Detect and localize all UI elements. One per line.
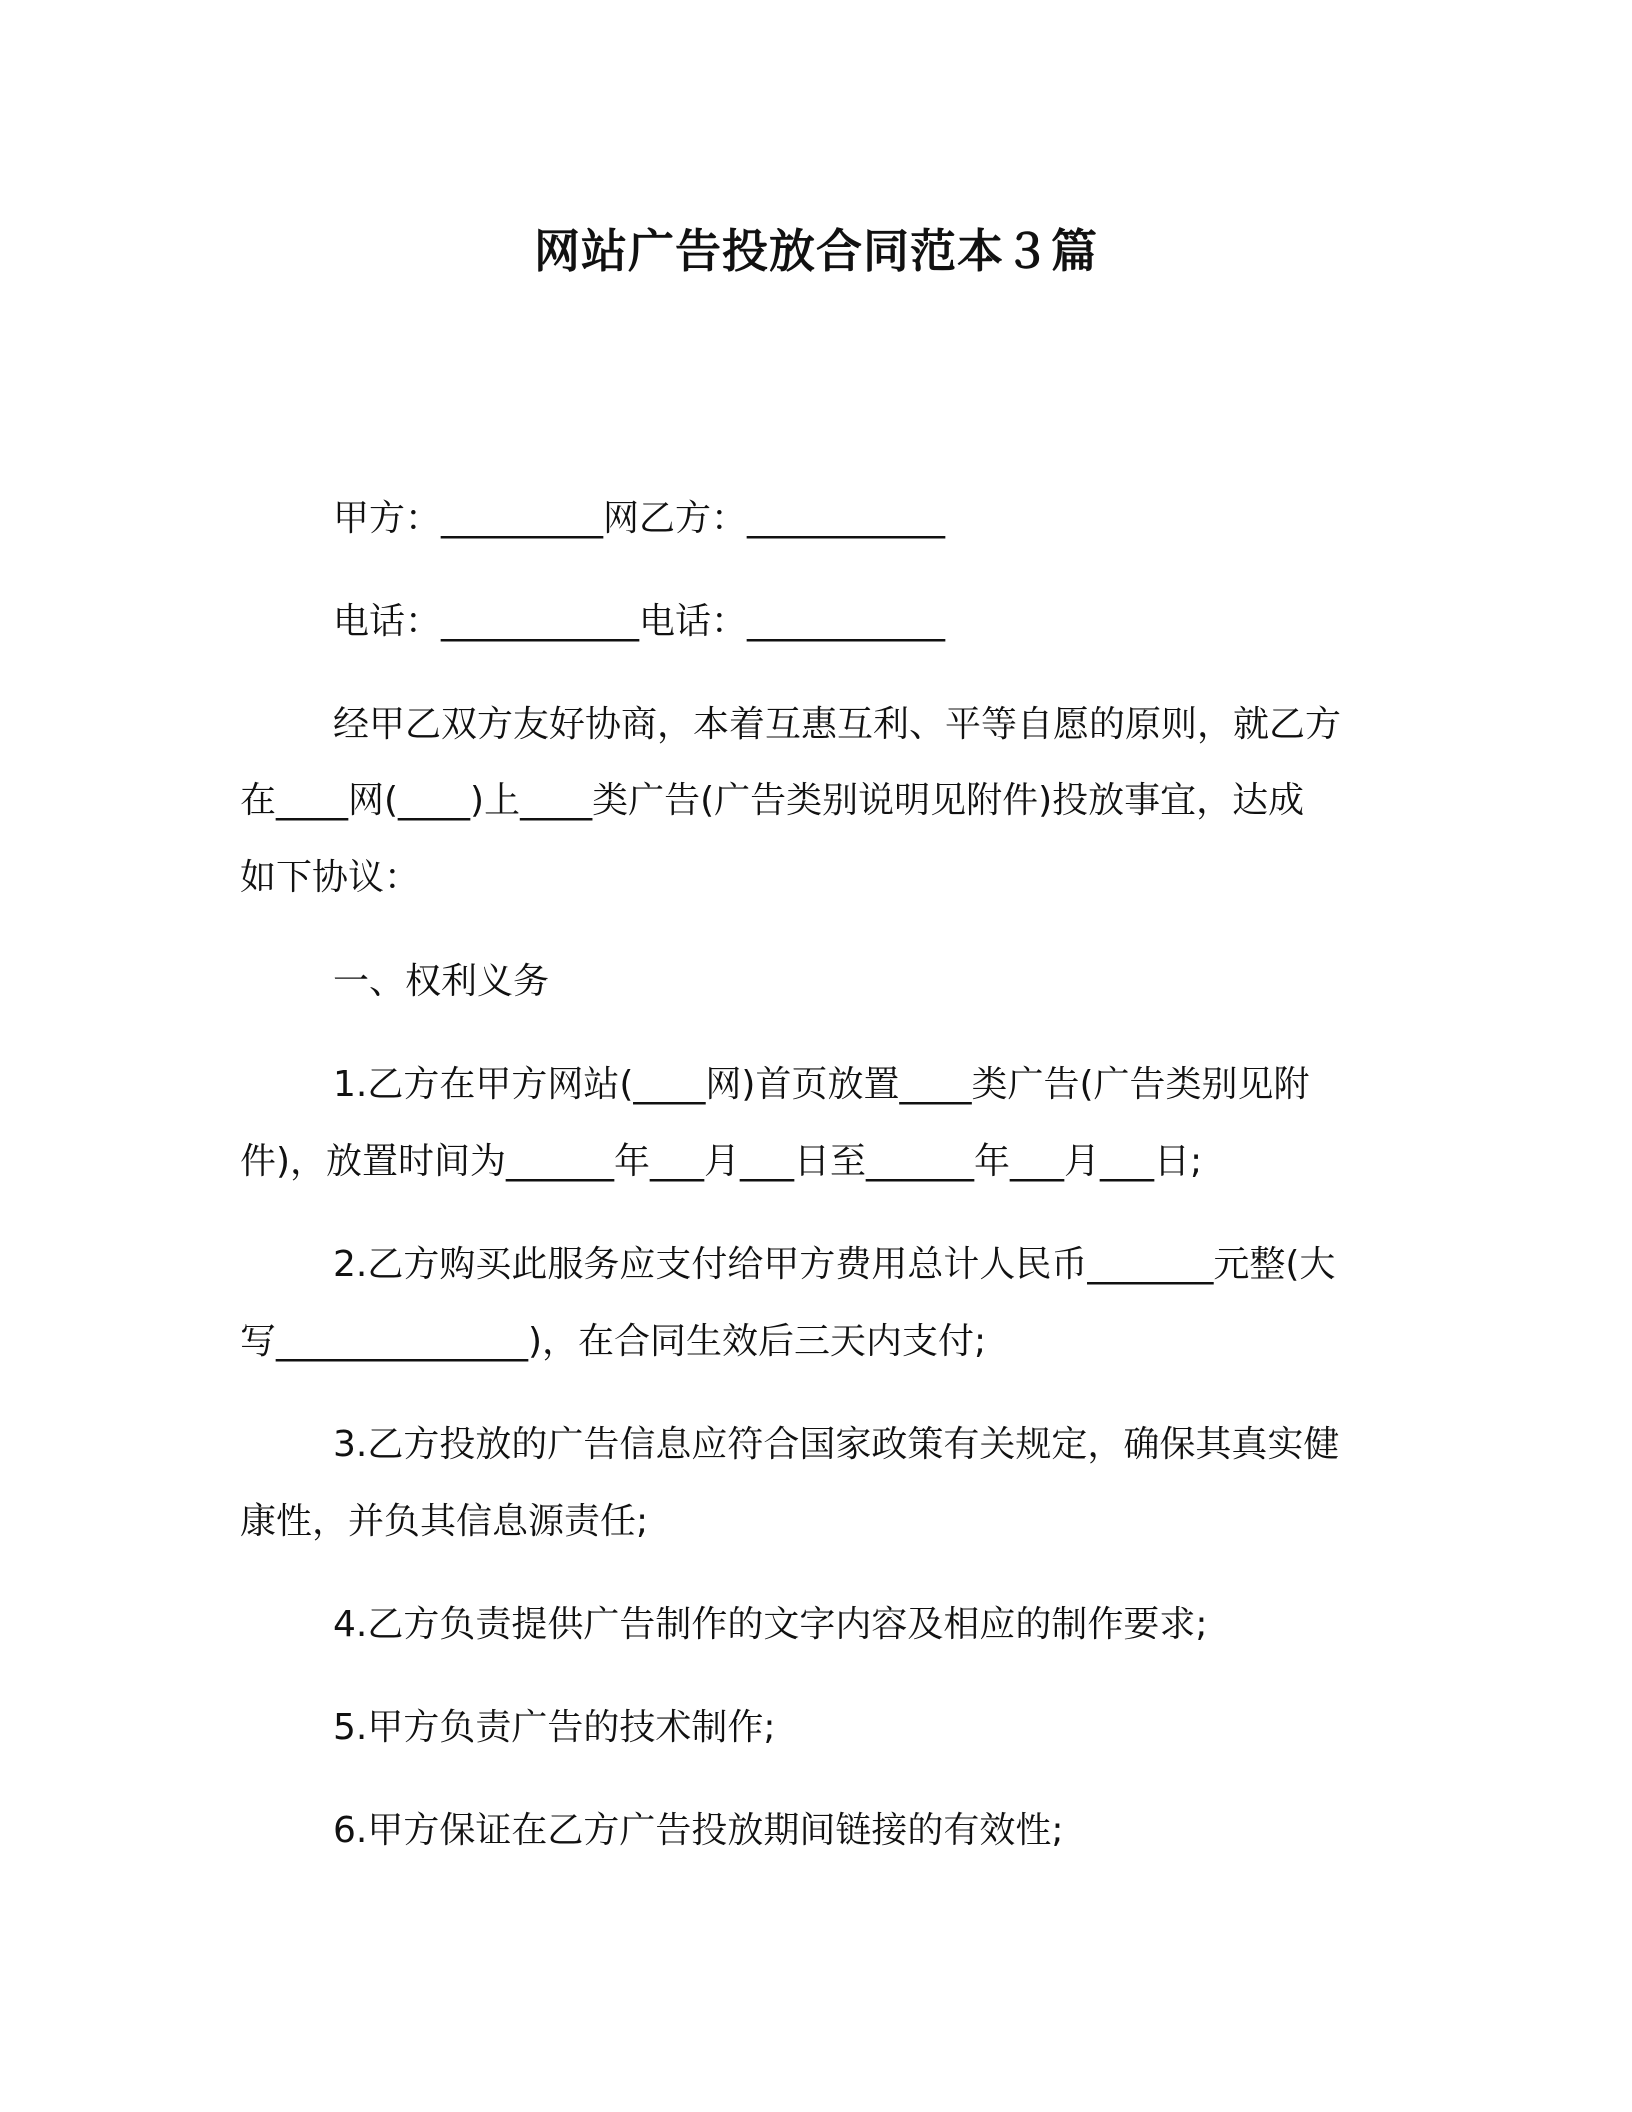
clause-6: 6.甲方保证在乙方广告投放期间链接的有效性; [333, 1810, 1064, 1851]
document-title: 网站广告投放合同范本３篇 [534, 224, 1098, 278]
party-line: 甲方：_________网乙方：___________ [333, 498, 946, 539]
clause-3-line-1: 3.乙方投放的广告信息应符合国家政策有关规定，确保其真实健 [333, 1424, 1340, 1465]
intro-line-2: 在____网(____)上____类广告(广告类别说明见附件)投放事宜，达成 [240, 780, 1305, 821]
clause-2-line-2: 写______________)，在合同生效后三天内支付; [240, 1321, 987, 1362]
clause-3-line-2: 康性，并负其信息源责任; [240, 1501, 649, 1542]
section-heading: 一、权利义务 [333, 961, 550, 1002]
clause-5: 5.甲方负责广告的技术制作; [333, 1707, 776, 1748]
clause-1-line-2: 件)，放置时间为______年___月___日至______年___月___日; [240, 1141, 1203, 1182]
intro-line-1: 经甲乙双方友好协商，本着互惠互利、平等自愿的原则，就乙方 [333, 704, 1342, 745]
clause-2-line-1: 2.乙方购买此服务应支付给甲方费用总计人民币_______元整(大 [333, 1244, 1336, 1285]
clause-4: 4.乙方负责提供广告制作的文字内容及相应的制作要求; [333, 1604, 1208, 1645]
intro-line-3: 如下协议： [240, 857, 421, 898]
clause-1-line-1: 1.乙方在甲方网站(____网)首页放置____类广告(广告类别见附 [333, 1064, 1310, 1105]
phone-line: 电话：___________电话：___________ [333, 601, 946, 642]
